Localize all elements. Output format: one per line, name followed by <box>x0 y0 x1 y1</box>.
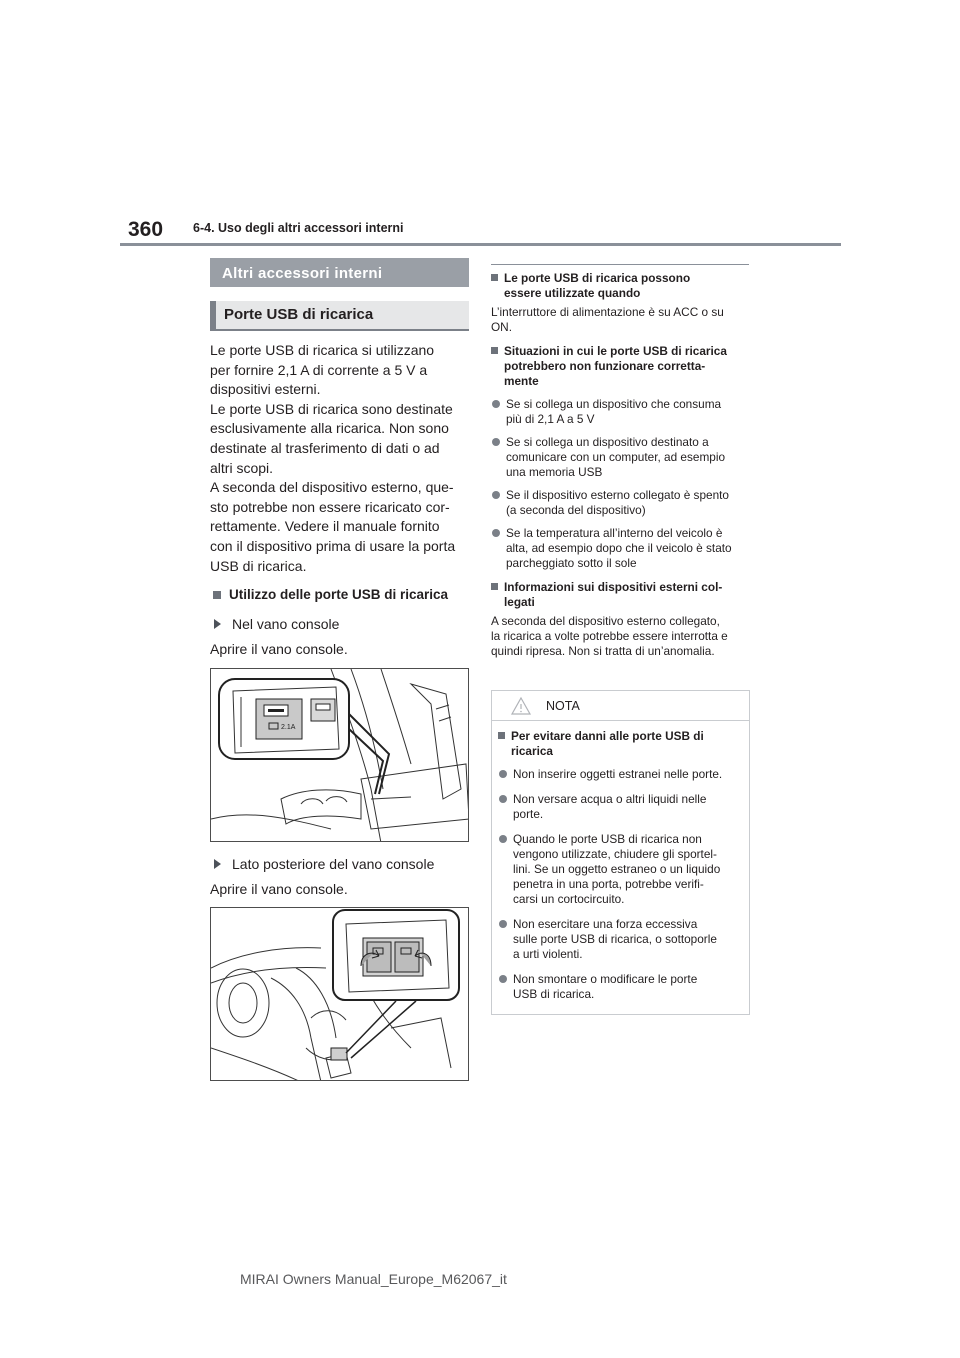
paragraph-line: A seconda del dispositivo esterno collegato, <box>491 614 720 628</box>
list-item <box>491 488 749 518</box>
intro-line: con il dispositivo prima di usare la porta <box>210 537 456 554</box>
bullet-dot-icon <box>499 795 507 803</box>
location-item-rear <box>210 856 469 872</box>
nota-item-line: sulle porte USB di ricarica, o sottoporle <box>513 932 717 946</box>
location-label: Lato posteriore del vano console <box>232 856 435 873</box>
bullet-dot-icon <box>492 491 500 499</box>
heading-line: Le porte USB di ricarica possono <box>504 271 691 285</box>
square-bullet-icon <box>491 583 498 590</box>
nota-item <box>498 917 739 962</box>
section-title: Altri accessori interni <box>210 258 469 287</box>
page-number: 360 <box>128 218 164 241</box>
nota-title: NOTA <box>546 698 580 713</box>
info-heading <box>491 344 749 389</box>
bullet-dot-icon <box>492 438 500 446</box>
nota-item-line: Quando le porte USB di ricarica non <box>513 832 702 846</box>
list-item-line: una memoria USB <box>506 465 603 479</box>
nota-heading <box>498 729 739 759</box>
right-column <box>491 264 749 659</box>
nota-item-line: Non smontare o modificare le porte <box>513 972 698 986</box>
intro-line: per fornire 2,1 A di corrente a 5 V a <box>210 361 428 378</box>
instruction-text: Aprire il vano console. <box>210 641 348 658</box>
nota-item <box>498 792 739 822</box>
nota-header <box>492 691 749 721</box>
subsection-title: Porte USB di ricarica <box>210 301 469 331</box>
triangle-bullet-icon <box>214 619 221 629</box>
nota-item-line: Non inserire oggetti estranei nelle porte. <box>513 767 723 781</box>
intro-line: USB di ricarica. <box>210 557 307 574</box>
nota-body <box>492 721 749 1002</box>
heading-line: essere utilizzate quando <box>504 286 641 300</box>
nota-item <box>498 832 739 907</box>
list-item-line: alta, ad esempio dopo che il veicolo è stato <box>506 541 732 555</box>
list-item <box>491 397 749 427</box>
square-bullet-icon <box>491 274 498 281</box>
heading-line: ricarica <box>511 744 553 758</box>
nota-item-line: porte. <box>513 807 544 821</box>
heading-line: Per evitare danni alle porte USB di <box>511 729 704 743</box>
list-item-line: Se si collega un dispositivo che consuma <box>506 397 722 411</box>
warning-triangle-icon <box>510 696 532 716</box>
intro-line: Le porte USB di ricarica si utilizzano <box>210 342 435 358</box>
bullet-dot-icon <box>499 835 507 843</box>
left-column <box>210 258 469 1081</box>
intro-line: Le porte USB di ricarica sono destinate <box>210 400 453 417</box>
nota-item-line: carsi un cortocircuito. <box>513 892 625 906</box>
list-item-line: parcheggiato sotto il sole <box>506 556 637 570</box>
heading-line: potrebbero non funzionare corretta- <box>504 359 706 373</box>
info-paragraph <box>491 305 749 335</box>
heading-line: mente <box>504 374 539 388</box>
info-heading <box>491 580 749 610</box>
intro-line: dispositivi esterni. <box>210 381 321 398</box>
usb-rating-label: 2.1A <box>281 724 296 732</box>
list-item <box>491 526 749 571</box>
location-label: Nel vano console <box>232 616 340 633</box>
paragraph-line: quindi ripresa. Non si tratta di un’anomalia. <box>491 644 715 658</box>
nota-item-line: Non versare acqua o altri liquidi nelle <box>513 792 707 806</box>
bullet-dot-icon <box>492 529 500 537</box>
bullet-dot-icon <box>492 400 500 408</box>
location-item-console <box>210 616 469 632</box>
paragraph-line: L’interruttore di alimentazione è su ACC o su <box>491 305 724 319</box>
instruction-text: Aprire il vano console. <box>210 881 348 898</box>
bullet-dot-icon <box>499 770 507 778</box>
nota-item-line: USB di ricarica. <box>513 987 595 1001</box>
square-bullet-icon <box>491 347 498 354</box>
info-heading <box>491 271 749 301</box>
rear-console-usb-illustration <box>210 907 469 1081</box>
list-item <box>491 435 749 480</box>
bullet-dot-icon <box>499 975 507 983</box>
console-usb-illustration <box>210 668 469 842</box>
manual-title: MIRAI Owners Manual_Europe_M62067_it <box>240 1271 507 1287</box>
paragraph-line: ON. <box>491 320 512 334</box>
intro-line: esclusivamente alla ricarica. Non sono <box>210 420 449 437</box>
nota-item-line: a urti violenti. <box>513 947 583 961</box>
usage-heading-text: Utilizzo delle porte USB di ricarica <box>229 587 449 603</box>
triangle-bullet-icon <box>214 859 221 869</box>
chapter-title: 6-4. Uso degli altri accessori interni <box>193 221 404 235</box>
nota-item-line: Non esercitare una forza eccessiva <box>513 917 698 931</box>
square-bullet-icon <box>213 591 221 599</box>
nota-item-line: vengono utilizzate, chiudere gli sportel- <box>513 847 717 861</box>
list-item-line: più di 2,1 A a 5 V <box>506 412 595 426</box>
header-divider <box>120 243 841 246</box>
heading-line: legati <box>504 595 535 609</box>
bullet-dot-icon <box>499 920 507 928</box>
nota-box <box>491 690 750 1015</box>
heading-line: Informazioni sui dispositivi esterni col- <box>504 580 723 594</box>
intro-line: sto potrebbe non essere ricaricato cor- <box>210 498 450 515</box>
intro-line: altri scopi. <box>210 459 274 476</box>
list-item-line: (a seconda del dispositivo) <box>506 503 646 517</box>
usage-heading <box>210 587 469 602</box>
paragraph-line: la ricarica a volte potrebbe essere interrotta e <box>491 629 728 643</box>
intro-paragraph <box>210 341 469 576</box>
list-item-line: Se il dispositivo esterno collegato è spento <box>506 488 729 502</box>
square-bullet-icon <box>498 732 505 739</box>
intro-line: A seconda del dispositivo esterno, que- <box>210 479 454 496</box>
list-item-line: Se si collega un dispositivo destinato a <box>506 435 709 449</box>
nota-item <box>498 972 739 1002</box>
intro-line: rettamente. Vedere il manuale fornito <box>210 518 440 535</box>
nota-item-line: lini. Se un oggetto estraneo o un liquido <box>513 862 721 876</box>
info-paragraph <box>491 614 749 659</box>
nota-item-line: penetra in una porta, potrebbe verifi- <box>513 877 704 891</box>
list-item-line: comunicare con un computer, ad esempio <box>506 450 726 464</box>
divider <box>491 264 749 265</box>
nota-item <box>498 767 739 782</box>
list-item-line: Se la temperatura all’interno del veicolo è <box>506 526 723 540</box>
heading-line: Situazioni in cui le porte USB di ricarica <box>504 344 727 358</box>
intro-line: destinate al trasferimento di dati o ad <box>210 439 440 456</box>
